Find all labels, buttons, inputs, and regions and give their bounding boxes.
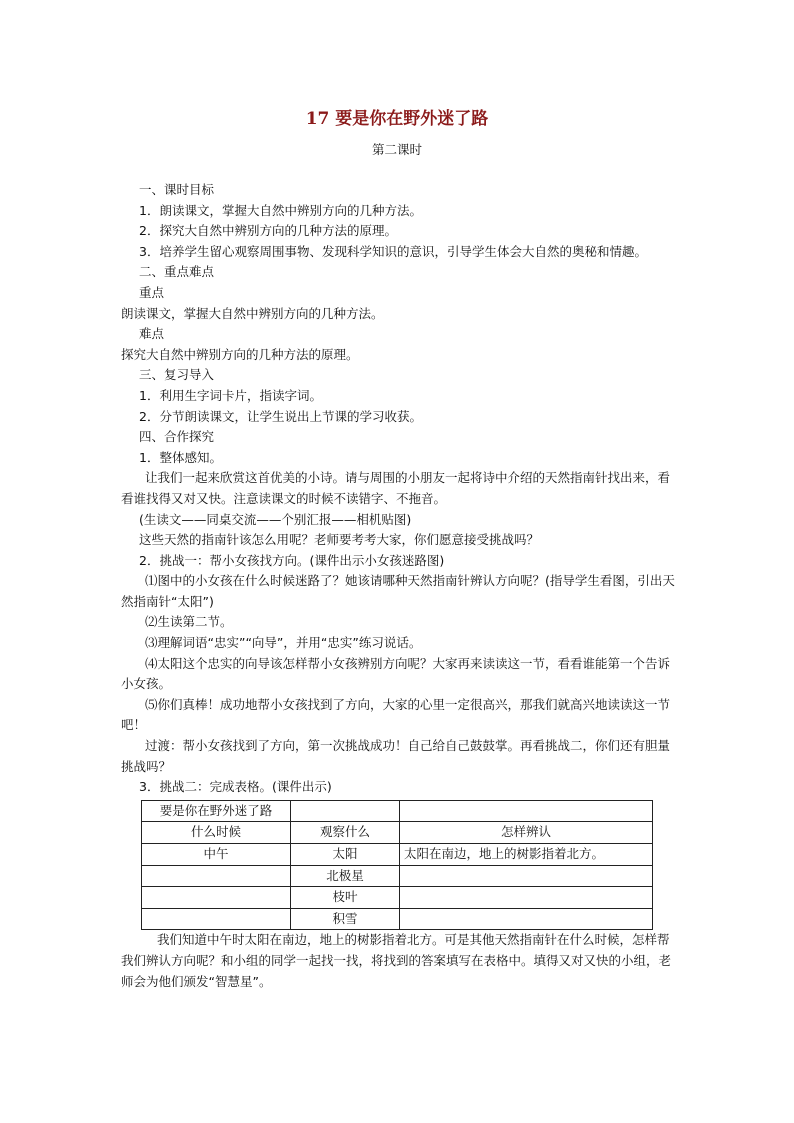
table-cell: 太阳 — [291, 844, 400, 866]
table-caption-cell: 要是你在野外迷了路 — [142, 800, 291, 822]
paragraph: 让我们一起来欣赏这首优美的小诗。请与周围的小朋友一起将诗中介绍的天然指南针找出来，看看谁找得又对又快。注意读课文的时候不读错字、不拖音。 — [121, 470, 671, 506]
paragraph: 2．分节朗读课文，让学生说出上节课的学习收获。 — [139, 408, 422, 424]
table-header: 什么时候 — [142, 822, 291, 844]
table-header: 怎样辨认 — [400, 822, 653, 844]
table-row — [142, 887, 653, 909]
table-row — [142, 865, 653, 887]
table-cell: 太阳在南边，地上的树影指着北方。 — [400, 844, 653, 866]
paragraph: ⑸你们真棒！成功地帮小女孩找到了方向，大家的心里一定很高兴，那我们就高兴地读读这一节吧！ — [121, 696, 671, 733]
lesson-title: 17 要是你在野外迷了路 — [305, 109, 489, 129]
table-row — [142, 908, 653, 930]
section-heading: 三、复习导入 — [139, 367, 215, 383]
table-header-row — [142, 822, 653, 844]
table-cell — [291, 800, 400, 822]
paragraph: ⑵生读第二节。 — [145, 614, 233, 630]
table-row — [142, 844, 653, 866]
paragraph: 1．整体感知。 — [139, 449, 222, 465]
table-cell: 积雪 — [291, 908, 400, 930]
paragraph: (生读文——同桌交流——个别汇报——相机贴图) — [139, 511, 412, 527]
paragraph: 朗读课文，掌握大自然中辨别方向的几种方法。 — [121, 305, 384, 321]
table-row — [142, 800, 653, 822]
paragraph: 探究大自然中辨别方向的几种方法的原理。 — [121, 346, 359, 362]
table-cell: 中午 — [142, 844, 291, 866]
section-heading: 一、课时目标 — [139, 182, 215, 197]
paragraph: 1．利用生字词卡片，指读字词。 — [139, 387, 322, 403]
paragraph: 这些天然的指南针该怎么用呢？老师要考考大家，你们愿意接受挑战吗？ — [139, 532, 540, 548]
table-cell — [400, 865, 653, 887]
paragraph: 1．朗读课文，掌握大自然中辨别方向的几种方法。 — [139, 202, 422, 218]
table-cell: 北极星 — [291, 865, 400, 887]
paragraph: 过渡：帮小女孩找到了方向，第一次挑战成功！自己给自己鼓鼓掌。再看挑战二，你们还有胆量挑战吗？ — [121, 738, 671, 774]
answer-table — [141, 800, 653, 931]
table-cell — [400, 800, 653, 822]
paragraph: ⑷太阳这个忠实的向导该怎样帮小女孩辨别方向呢？大家再来读读这一节，看看谁能第一个告诉小女孩。 — [121, 655, 671, 692]
table-cell — [142, 865, 291, 887]
section-heading: 四、合作探究 — [139, 429, 215, 445]
lesson-body — [121, 180, 681, 992]
section-heading: 二、重点难点 — [139, 264, 215, 280]
paragraph: ⑶理解词语“忠实”“向导”，并用“忠实”练习说话。 — [145, 635, 422, 651]
paragraph: 我们知道中午时太阳在南边，地上的树影指着北方。可是其他天然指南针在什么时候，怎样帮我们辨认方向呢？和小组的同学一起找一找，将找到的答案填写在表格中。填得又对又快的小组，老师会为他们颁发“智慧星”。 — [121, 932, 672, 989]
paragraph: ⑴图中的小女孩在什么时候迷路了？她该请哪种天然指南针辨认方向呢？(指导学生看图，引出天然指南针“太阳”) — [121, 573, 675, 609]
table-cell — [142, 887, 291, 909]
table-header: 观察什么 — [291, 822, 400, 844]
table-cell: 枝叶 — [291, 887, 400, 909]
subheading: 难点 — [139, 326, 165, 342]
table-cell — [400, 887, 653, 909]
table-cell — [142, 908, 291, 930]
table-cell — [400, 908, 653, 930]
paragraph: 3．挑战二：完成表格。(课件出示) — [139, 779, 332, 795]
paragraph: 2．探究大自然中辨别方向的几种方法的原理。 — [139, 223, 397, 239]
paragraph: 2．挑战一：帮小女孩找方向。(课件出示小女孩迷路图) — [139, 552, 445, 568]
subheading: 重点 — [139, 284, 165, 300]
paragraph: 3．培养学生留心观察周围事物、发现科学知识的意识，引导学生体会大自然的奥秘和情趣。 — [139, 243, 647, 259]
lesson-subtitle: 第二课时 — [371, 142, 422, 157]
